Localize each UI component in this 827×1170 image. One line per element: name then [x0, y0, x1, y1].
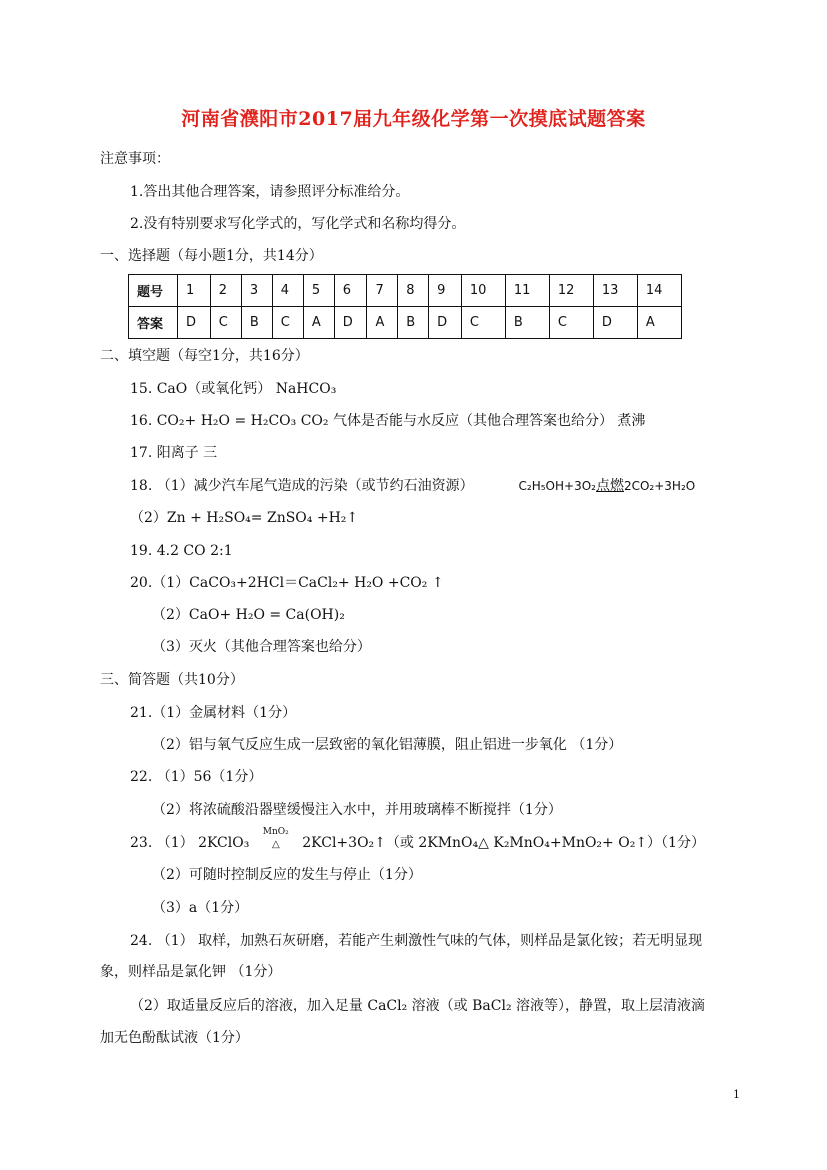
table-cell: 7: [367, 275, 398, 307]
table-cell: A: [637, 307, 681, 339]
table-cell: 10: [461, 275, 505, 307]
answer-19: 19. 4.2 CO 2:1: [130, 543, 233, 559]
answer-22-1: 22. （1）56（1分）: [130, 769, 263, 785]
table-cell: C: [549, 307, 593, 339]
table-cell: A: [303, 307, 334, 339]
answer-24-2-line2: 加无色酚酞试液（1分）: [100, 1030, 249, 1046]
table-cell: 1: [178, 275, 211, 307]
section-2-heading: 二、填空题（每空1分，共16分）: [100, 348, 309, 364]
answer-24-1-line2: 象，则样品是氯化钾 （1分）: [100, 964, 282, 980]
table-cell: 6: [334, 275, 367, 307]
table-cell: 3: [241, 275, 272, 307]
table-cell: 14: [637, 275, 681, 307]
answer-18-1-text: 18. （1）减少汽车尾气造成的污染（或节约石油资源）: [130, 478, 474, 494]
table-cell: B: [505, 307, 549, 339]
table-cell: 8: [398, 275, 429, 307]
table-cell: B: [398, 307, 429, 339]
answer-15: 15. CaO（或氧化钙） NaHCO₃: [130, 381, 337, 397]
page-title: 河南省濮阳市2017届九年级化学第一次摸底试题答案: [181, 108, 646, 130]
answer-23-1-left: 23. （1） 2KClO₃: [130, 835, 250, 851]
table-cell: C: [461, 307, 505, 339]
table-cell: A: [367, 307, 398, 339]
answer-23-3: （3）a（1分）: [152, 900, 249, 916]
table-cell: 5: [303, 275, 334, 307]
answer-24-1-line1: 24. （1） 取样，加熟石灰研磨，若能产生刺激性气味的气体，则样品是氯化铵；若无明显现: [130, 933, 703, 949]
equation-18-right: 2CO₂+3H₂O: [623, 479, 696, 493]
answer-23-2: （2）可随时控制反应的发生与停止（1分）: [152, 867, 422, 883]
table-cell: 12: [549, 275, 593, 307]
table-cell: 11: [505, 275, 549, 307]
answer-20-2: （2）CaO+ H₂O = Ca(OH)₂: [152, 607, 345, 623]
answer-23-1: [130, 827, 705, 855]
table-cell: B: [241, 307, 272, 339]
catalyst-label: MnO₂: [262, 827, 289, 837]
answer-20-3: （3）灭火（其他合理答案也给分）: [152, 639, 371, 655]
answer-21-1: 21.（1）金属材料（1分）: [130, 705, 297, 721]
answer-21-2: （2）铝与氧气反应生成一层致密的氧化铝薄膜，阻止铝进一步氧化 （1分）: [152, 737, 623, 753]
table-row-numbers: [129, 275, 682, 307]
table-header-answers: 答案: [129, 307, 178, 339]
answer-17: 17. 阳离子 三: [130, 445, 218, 461]
page-number: 1: [733, 1088, 740, 1101]
table-cell: D: [429, 307, 462, 339]
condition-ignite: 点燃: [595, 478, 624, 494]
answer-20-1: 20.（1）CaCO₃+2HCl＝CaCl₂+ H₂O +CO₂ ↑: [130, 575, 444, 591]
notes-heading: 注意事项：: [100, 151, 170, 167]
heat-symbol: △: [271, 839, 280, 850]
answer-23-1-right: 2KCl+3O₂↑（或 2KMnO₄△ K₂MnO₄+MnO₂+ O₂↑）（1分）: [302, 835, 705, 851]
equation-18-left: C₂H₅OH+3O₂: [518, 479, 596, 493]
note-1: 1.答出其他合理答案，请参照评分标准给分。: [130, 184, 410, 200]
table-cell: D: [178, 307, 211, 339]
condition-catalyst: [254, 827, 298, 855]
table-cell: D: [593, 307, 637, 339]
answer-16: 16. CO₂+ H₂O = H₂CO₃ CO₂ 气体是否能与水反应（其他合理答案也给分） 煮沸: [130, 413, 646, 429]
note-2: 2.没有特别要求写化学式的，写化学式和名称均得分。: [130, 216, 466, 232]
table-cell: 2: [210, 275, 241, 307]
answer-table: [128, 274, 682, 339]
table-row-answers: [129, 307, 682, 339]
table-cell: 4: [272, 275, 303, 307]
table-cell: 9: [429, 275, 462, 307]
table-cell: D: [334, 307, 367, 339]
table-cell: C: [210, 307, 241, 339]
table-cell: C: [272, 307, 303, 339]
answer-22-2: （2）将浓硫酸沿器壁缓慢注入水中，并用玻璃棒不断搅拌（1分）: [152, 802, 562, 818]
answer-18-1: [130, 476, 695, 496]
section-3-heading: 三、简答题（共10分）: [100, 672, 244, 688]
table-cell: 13: [593, 275, 637, 307]
answer-24-2-line1: （2）取适量反应后的溶液，加入足量 CaCl₂ 溶液（或 BaCl₂ 溶液等），静置，取上层清液滴: [130, 998, 706, 1014]
answer-18-2: （2）Zn + H₂SO₄= ZnSO₄ +H₂↑: [130, 510, 359, 526]
table-header-numbers: 题号: [129, 275, 178, 307]
section-1-heading: 一、选择题（每小题1分，共14分）: [100, 248, 323, 264]
